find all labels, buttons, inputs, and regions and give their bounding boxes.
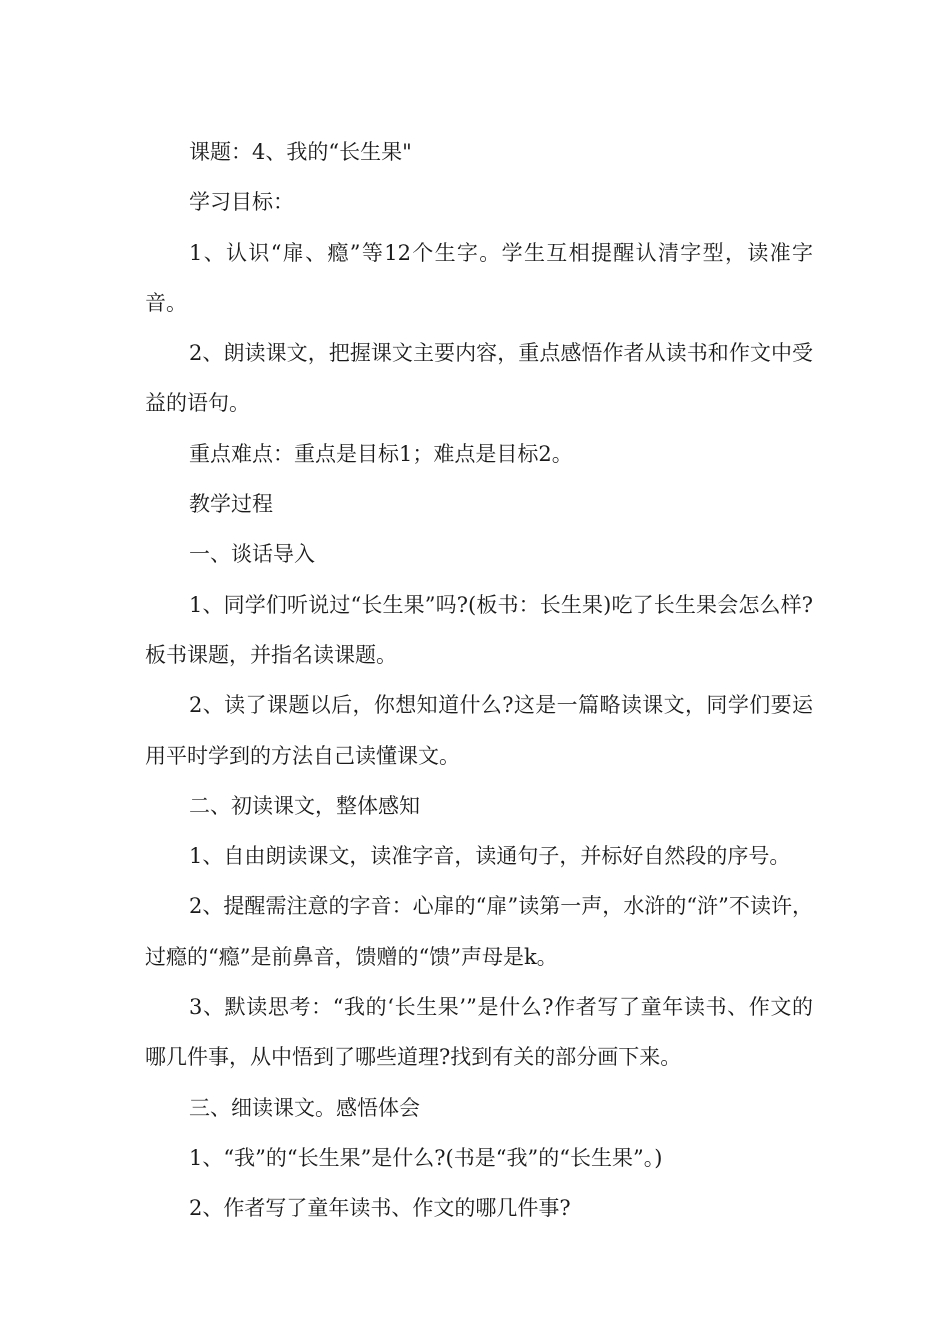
objectives-heading: 学习目标： bbox=[189, 190, 294, 215]
lesson-title: 课题：4、我的“长生果" bbox=[189, 140, 412, 164]
section-2-item-1: 1、自由朗读课文，读准字音，读通句子，并标好自然段的序号。 bbox=[189, 844, 791, 869]
objective-2: 2、朗读课文，把握课文主要内容，重点感悟作者从读书和作文中受益的语句。 bbox=[145, 341, 813, 416]
document-body bbox=[145, 127, 813, 1234]
section-1-item-1: 1、同学们听说过“长生果”吗?(板书：长生果)吃了长生果会怎么样?板书课题，并指名读课题。 bbox=[145, 592, 813, 667]
objective-1: 1、认识“扉、瘾”等12个生字。学生互相提醒认清字型，读准字音。 bbox=[145, 240, 813, 315]
section-2-item-2: 2、提醒需注意的字音：心扉的“扉”读第一声，水浒的“浒”不读许，过瘾的“瘾”是前鼻音，馈赠的“馈”声母是k。 bbox=[145, 894, 813, 969]
section-3-item-2: 2、作者写了童年读书、作文的哪几件事? bbox=[189, 1196, 571, 1221]
section-3-item-1: 1、“我”的“长生果”是什么?(书是“我”的“长生果”。) bbox=[189, 1145, 663, 1170]
section-2-item-3: 3、默读思考：“我的‘长生果’”是什么?作者写了童年读书、作文的哪几件事，从中悟到了哪些道理?找到有关的部分画下来。 bbox=[145, 995, 813, 1070]
section-1-heading: 一、谈话导入 bbox=[189, 542, 315, 567]
section-3-heading: 三、细读课文。感悟体会 bbox=[189, 1095, 420, 1120]
section-2-heading: 二、初读课文，整体感知 bbox=[189, 793, 420, 818]
section-1-item-2: 2、读了课题以后，你想知道什么?这是一篇略读课文，同学们要运用平时学到的方法自己读懂课文。 bbox=[145, 693, 813, 768]
key-points: 重点难点：重点是目标1；难点是目标2。 bbox=[189, 441, 573, 466]
process-heading: 教学过程 bbox=[189, 492, 273, 517]
